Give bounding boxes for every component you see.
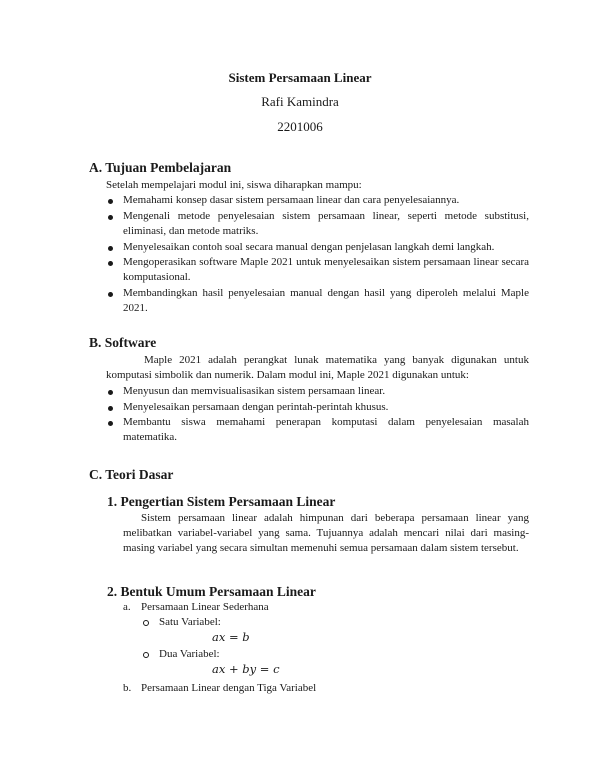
software-item: Membantu siswa memahami penerapan komputasi dalam penyelesaian masalah matematika. [123,416,529,443]
objective-item: Memahami konsep dasar sistem persamaan linear dan cara penyelesaiannya. [123,194,460,206]
bullet-icon [108,261,113,266]
objective-item: Menyelesaikan contoh soal secara manual dengan penjelasan langkah demi langkah. [123,241,495,253]
objective-item: Membandingkan hasil penyelesaian manual dengan hasil yang diperoleh melalui Maple 2021. [123,287,529,314]
one-variable-label: Satu Variabel: [159,616,221,628]
objective-item: Mengenali metode penyelesaian sistem persamaan linear, seperti metode substitusi, eliminasi, dan metode matriks. [123,210,529,237]
objective-item: Mengoperasikan software Maple 2021 untuk menyelesaikan sistem persamaan linear secara komputasional. [123,256,529,283]
subsection-2-heading: 2. Bentuk Umum Persamaan Linear [107,584,316,599]
software-item: Menyusun dan memvisualisasikan sistem persamaan linear. [123,385,386,397]
list-marker-b: b. [123,682,132,694]
bullet-icon [108,199,113,204]
two-variable-label: Dua Variabel: [159,648,220,660]
subsection-1-heading: 1. Pengertian Sistem Persamaan Linear [107,494,336,509]
bullet-icon [108,390,113,395]
simple-linear-label: Persamaan Linear Sederhana [141,601,269,613]
section-b-heading: B. Software [89,335,157,350]
list-marker-a: a. [123,601,131,613]
bullet-icon [108,421,113,426]
two-variable-equation: ax + by = c [212,662,280,676]
student-id: 2201006 [277,119,323,134]
bullet-icon [108,292,113,297]
document-title: Sistem Persamaan Linear [228,70,372,85]
one-variable-equation: ax = b [212,630,250,644]
subsection-1-paragraph: Sistem persamaan linear adalah himpunan dari beberapa persamaan linear yang melibatkan variabel-variabel yang sama. Tujuannya adalah mencari nilai dari masing-masing variabel yang secara simultan memenuhi semua persamaan dalam sistem tersebut. [123,512,529,554]
section-a-intro: Setelah mempelajari modul ini, siswa diharapkan mampu: [106,179,362,191]
software-item: Menyelesaikan persamaan dengan perintah-perintah khusus. [123,401,389,413]
section-c-heading: C. Teori Dasar [89,467,174,482]
hollow-bullet-icon [143,620,149,626]
hollow-bullet-icon [143,652,149,658]
section-a-heading: A. Tujuan Pembelajaran [89,160,232,175]
bullet-icon [108,406,113,411]
bullet-icon [108,215,113,220]
bullet-icon [108,246,113,251]
section-b-paragraph: Maple 2021 adalah perangkat lunak matematika yang banyak digunakan untuk komputasi simbolik dan numerik. Dalam modul ini, Maple 2021 digunakan untuk: [106,354,529,381]
three-variable-label: Persamaan Linear dengan Tiga Variabel [141,682,317,694]
author-name: Rafi Kamindra [261,94,339,109]
